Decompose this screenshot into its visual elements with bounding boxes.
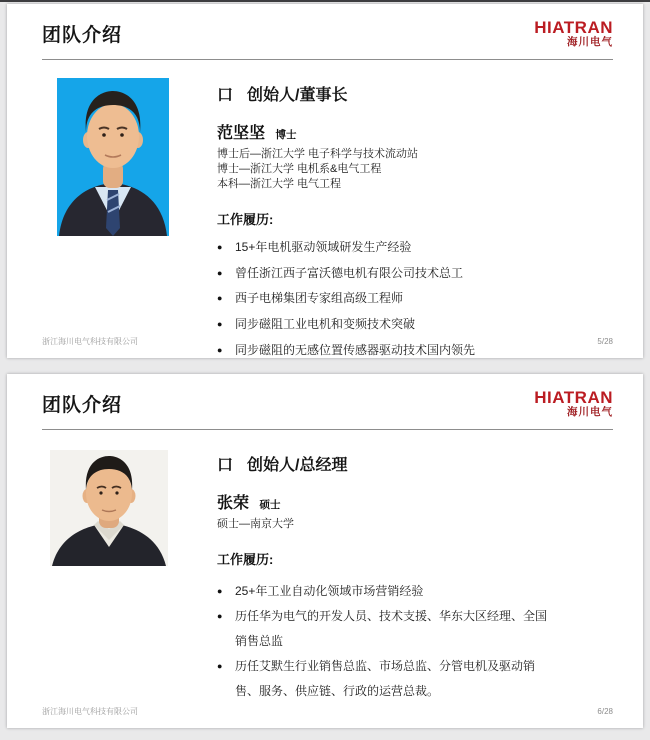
work-history-item: ● 15+年电机驱动领域研发生产经验 [217, 239, 602, 255]
work-history-item: ● 历任华为电气的开发人员、技术支援、华东大区经理、全国销售总监 [217, 604, 557, 654]
work-history-item: ● 同步磁阻的无感位置传感器驱动技术国内领先 [217, 342, 602, 358]
header-divider [42, 59, 613, 60]
slide-footer [42, 336, 613, 347]
person-degree: 博士 [275, 129, 297, 141]
work-history-item: ● 同步磁阻工业电机和变频技术突破 [217, 316, 602, 332]
slide-page-6 [7, 374, 643, 728]
section-header [217, 452, 557, 475]
footer-company-name: 浙江海川电气科技有限公司 [42, 337, 138, 346]
brand-logo-subtext: 海川电气 [567, 406, 613, 418]
slide-footer [42, 706, 613, 717]
square-bullet: 口 [217, 87, 234, 104]
section-header [217, 82, 602, 105]
portrait-photo-chairman [57, 78, 169, 236]
education-item: 本科—浙江大学 电气工程 [217, 178, 342, 190]
education-item: 博士—浙江大学 电机系&电气工程 [217, 163, 382, 175]
slide-title: 团队介绍 [42, 25, 123, 46]
work-history-header: 工作履历: [217, 212, 274, 227]
section-title: 创始人/董事长 [247, 87, 348, 104]
work-history-header: 工作履历: [217, 552, 274, 567]
brand-logo-text: HIATRAN [534, 388, 613, 407]
person-name: 范坚坚 [217, 125, 266, 142]
work-history-item: ● 历任艾默生行业销售总监、市场总监、分管电机及驱动销售、服务、供应链、行政的运营总裁。 [217, 654, 557, 704]
brand-logo-text: HIATRAN [534, 18, 613, 37]
education-list [217, 147, 602, 192]
chairman-info [217, 82, 602, 367]
header-divider [42, 429, 613, 430]
chairman-portrait-illustration [57, 78, 169, 236]
section-title: 创始人/总经理 [247, 457, 348, 474]
person-name-line [217, 120, 602, 143]
general-manager-portrait-illustration [50, 450, 168, 566]
general-manager-info [217, 452, 557, 704]
page-number: 5/28 [597, 337, 613, 346]
square-bullet: 口 [217, 457, 234, 474]
education-item: 博士后—浙江大学 电子科学与技术流动站 [217, 148, 419, 160]
footer-company-name: 浙江海川电气科技有限公司 [42, 707, 138, 716]
page-number: 6/28 [597, 707, 613, 716]
person-degree: 硕士 [259, 499, 281, 511]
page-top-border [0, 0, 650, 2]
slide-title: 团队介绍 [42, 395, 123, 416]
brand-logo-subtext: 海川电气 [567, 36, 613, 48]
brand-logo [534, 389, 613, 418]
work-history-item: ● 曾任浙江西子富沃德电机有限公司技术总工 [217, 265, 602, 281]
work-history-list [217, 579, 557, 704]
work-history-item: ● 西子电梯集团专家组高级工程师 [217, 290, 602, 306]
education-item: 硕士—南京大学 [217, 518, 294, 530]
education-list [217, 517, 557, 532]
portrait-photo-general-manager [50, 450, 168, 566]
person-name-line [217, 490, 557, 513]
slide-page-5 [7, 4, 643, 358]
brand-logo [534, 19, 613, 48]
work-history-item: ● 25+年工业自动化领域市场营销经验 [217, 579, 557, 604]
person-name: 张荣 [217, 495, 250, 512]
